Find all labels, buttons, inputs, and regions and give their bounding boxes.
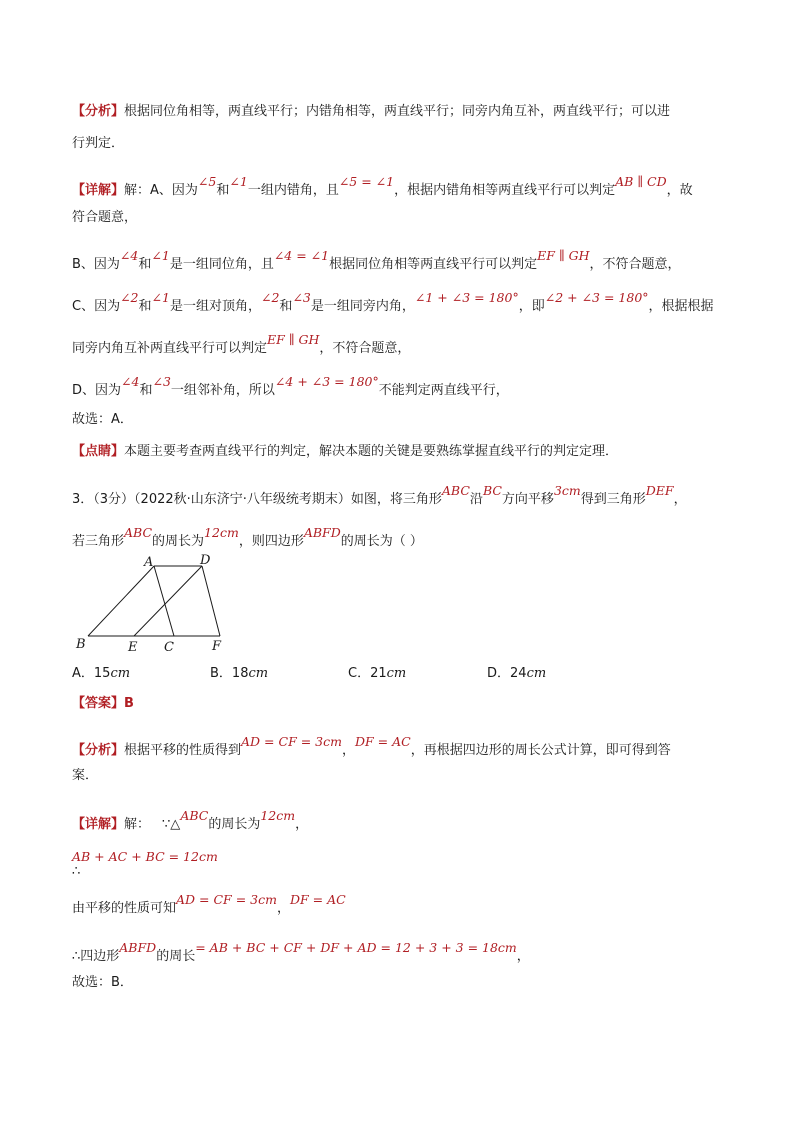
detail-text: ， xyxy=(516,949,530,964)
detail-text: 一组内错角，且 xyxy=(247,183,339,198)
option-unit: cm xyxy=(386,666,407,681)
math-equation: ∠1 + ∠3 = 180° xyxy=(414,290,519,305)
detail2-line-1 xyxy=(72,808,309,835)
detail-text: 和 xyxy=(138,299,152,314)
comment-tag: 【点睛】 xyxy=(72,444,125,459)
option-letter: B． xyxy=(210,666,232,681)
detail-text: ， xyxy=(276,901,290,916)
math-angle: ∠1 xyxy=(229,174,248,189)
option-letter: C． xyxy=(348,666,371,681)
detail-line-d xyxy=(72,374,509,401)
math-angle: ∠2 xyxy=(260,290,280,305)
math-equation: AD = CF = 3cm xyxy=(241,734,342,749)
detail-text: 由平移的性质可知 xyxy=(72,901,177,916)
detail-text: 和 xyxy=(216,183,230,198)
detail-text: ，故 xyxy=(666,183,693,198)
option-unit: cm xyxy=(248,666,269,681)
math-triangle: ABC xyxy=(124,525,153,540)
math-equation: ∠4 = ∠1 xyxy=(273,248,330,263)
segment-ac xyxy=(154,566,174,636)
analysis-text: ，再根据四边形的周长公式计算，即可得到答 xyxy=(410,743,671,758)
analysis-text: ， xyxy=(341,743,355,758)
answer-tag: 【答案】 xyxy=(72,696,125,711)
math-equation: AD = CF = 3cm xyxy=(176,892,277,907)
detail-text: 是一组同位角，且 xyxy=(169,257,274,272)
detail-text: C、因为 xyxy=(72,299,121,314)
choose-line-1 xyxy=(72,410,133,430)
question-text: 若三角形 xyxy=(72,534,125,549)
option-unit: cm xyxy=(526,666,547,681)
detail-text: ，不符合题意， xyxy=(589,257,681,272)
detail-text: ，不符合题意， xyxy=(319,341,411,356)
math-equation: ∠4 + ∠3 = 180° xyxy=(274,374,379,389)
math-angle: ∠1 xyxy=(151,248,170,263)
detail-text: 解： xyxy=(124,817,151,832)
question-text: 得到三角形 xyxy=(580,492,646,507)
detail-text: ∵△ xyxy=(162,817,181,832)
detail-text: ∴四边形 xyxy=(72,949,120,964)
detail-text: 和 xyxy=(138,257,152,272)
analysis2-line-2 xyxy=(72,766,98,786)
math-angle: ∠3 xyxy=(292,290,311,305)
math-parallel: EF ∥ GH xyxy=(537,248,590,263)
math-quadrilateral: ABFD xyxy=(119,940,157,955)
comment-text: 本题主要考查两直线平行的判定，解决本题的关键是要熟练掌握直线平行的判定定理． xyxy=(124,444,619,459)
question-text: 沿 xyxy=(469,492,483,507)
translation-figure xyxy=(70,552,240,656)
detail-text: B、因为 xyxy=(72,257,120,272)
question-text: 3．（3分）（2022秋·山东济宁·八年级统考期末）如图，将三角形 xyxy=(72,492,442,507)
math-segment: BC xyxy=(482,483,502,498)
option-a[interactable] xyxy=(72,664,130,684)
detail-line-c xyxy=(72,290,714,317)
math-angle: ∠4 xyxy=(119,248,139,263)
analysis-text: 案． xyxy=(72,768,99,783)
math-angle: ∠2 xyxy=(120,290,139,305)
option-value: 21 xyxy=(370,666,387,681)
detail-text: 一组邻补角，所以 xyxy=(170,383,275,398)
segment-df xyxy=(202,566,220,636)
analysis-tag: 【分析】 xyxy=(72,743,125,758)
detail-tag: 【详解】 xyxy=(72,183,125,198)
point-label-f: F xyxy=(212,639,222,654)
detail-text: 的周长 xyxy=(156,949,196,964)
math-length: 3cm xyxy=(553,483,581,498)
analysis2-line-1 xyxy=(72,734,671,761)
math-angle: ∠4 xyxy=(121,374,140,389)
option-value: 24 xyxy=(510,666,527,681)
option-unit: cm xyxy=(110,666,131,681)
math-parallel: EF ∥ GH xyxy=(267,332,320,347)
point-label-b: B xyxy=(76,637,86,652)
choose-text: 故选：B． xyxy=(72,975,133,990)
option-letter: A． xyxy=(72,666,94,681)
analysis-line-1 xyxy=(72,102,670,122)
analysis-tag: 【分析】 xyxy=(72,104,125,119)
detail-text: ，根据根据 xyxy=(648,299,714,314)
detail-text: 的周长为 xyxy=(208,817,261,832)
question-3-line-1 xyxy=(72,483,687,510)
question-text: 的周长为 xyxy=(152,534,205,549)
detail-text: ， xyxy=(295,817,309,832)
comment-line xyxy=(72,442,618,462)
detail-line-a2 xyxy=(72,208,137,228)
choose-text: 故选：A． xyxy=(72,412,133,427)
therefore-line xyxy=(72,862,80,882)
point-label-c: C xyxy=(164,640,174,655)
point-label-d: D xyxy=(200,553,211,568)
math-triangle: DEF xyxy=(645,483,674,498)
detail-text: 不能判定两直线平行， xyxy=(378,383,509,398)
math-equation: ∠2 + ∠3 = 180° xyxy=(544,290,649,305)
detail-line-b xyxy=(72,248,681,275)
option-letter: D． xyxy=(487,666,511,681)
detail-text: ，即 xyxy=(518,299,545,314)
question-text: ，则四边形 xyxy=(238,534,304,549)
detail-line-a xyxy=(72,174,693,201)
detail-text: 和 xyxy=(279,299,293,314)
detail-text: ，根据内错角相等两直线平行可以判定 xyxy=(394,183,616,198)
option-c[interactable] xyxy=(348,664,406,684)
translation-property-line xyxy=(72,892,346,919)
question-text: 的周长为（ ） xyxy=(340,534,423,549)
equation-line-1 xyxy=(72,847,218,868)
detail-tag: 【详解】 xyxy=(72,817,125,832)
therefore-symbol: ∴ xyxy=(72,864,81,879)
analysis-line-2 xyxy=(72,134,124,154)
math-triangle: ABC xyxy=(441,483,470,498)
math-parallel: AB ∥ CD xyxy=(615,174,667,189)
question-text: ， xyxy=(673,492,687,507)
answer-value: B xyxy=(124,696,134,711)
math-equation: DF = AC xyxy=(289,892,346,907)
detail-line-c2 xyxy=(72,332,411,359)
point-label-e: E xyxy=(128,640,138,655)
math-quadrilateral: ABFD xyxy=(303,525,341,540)
math-angle: ∠5 xyxy=(197,174,217,189)
detail-text: 是一组对顶角， xyxy=(169,299,261,314)
detail-text: 符合题意， xyxy=(72,210,138,225)
option-value: 18 xyxy=(231,666,249,681)
math-length: 12cm xyxy=(204,525,239,540)
option-d[interactable] xyxy=(487,664,546,684)
question-3-line-2 xyxy=(72,525,423,552)
math-equation: DF = AC xyxy=(354,734,411,749)
option-value: 15 xyxy=(93,666,111,681)
math-angle: ∠1 xyxy=(151,290,170,305)
detail-text: 根据同位角相等两直线平行可以判定 xyxy=(329,257,538,272)
detail-text: D、因为 xyxy=(72,383,122,398)
analysis-text: 根据同位角相等，两直线平行；内错角相等，两直线平行；同旁内角互补，两直线平行；可以进 xyxy=(124,104,671,119)
question-text: 方向平移 xyxy=(501,492,554,507)
math-angle: ∠3 xyxy=(152,374,171,389)
math-equation: ∠5 = ∠1 xyxy=(338,174,395,189)
math-equation: AB + AC + BC = 12cm xyxy=(72,849,218,864)
detail-text: 同旁内角互补两直线平行可以判定 xyxy=(72,341,268,356)
analysis-text-cont: 行判定． xyxy=(72,136,125,151)
detail-text: 是一组同旁内角， xyxy=(310,299,415,314)
math-length: 12cm xyxy=(260,808,296,823)
detail-text: 和 xyxy=(139,383,153,398)
math-triangle: ABC xyxy=(180,808,209,823)
detail-text: 解：A、因为 xyxy=(124,183,198,198)
analysis-text: 根据平移的性质得到 xyxy=(124,743,242,758)
option-b[interactable] xyxy=(210,664,268,684)
answer-line xyxy=(72,694,134,714)
point-label-a: A xyxy=(144,555,154,570)
choose-line-2 xyxy=(72,973,133,993)
math-equation: = AB + BC + CF + DF + AD = 12 + 3 + 3 = 18cm xyxy=(195,940,517,955)
perimeter-line xyxy=(72,940,530,967)
